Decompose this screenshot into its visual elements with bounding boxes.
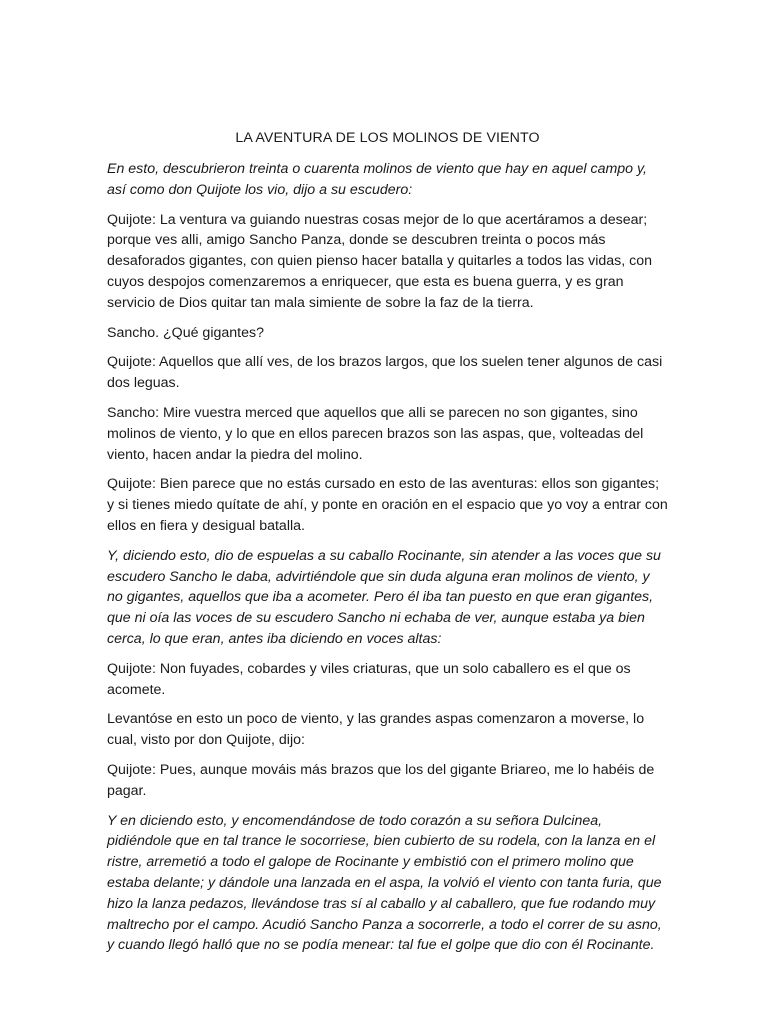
paragraph-narration-2: Y, diciendo esto, dio de espuelas a su caballo Rocinante, sin atender a las voces que su escudero Sancho le daba, advirtiéndole que sin duda alguna eran molinos de viento, y no gigantes, aquellos que iba a acometer. Pero él iba tan puesto en que eran gigantes, que ni oía las voces de su escudero Sancho ni echaba de ver, aunque estaba ya bien cerca, lo que eran, antes iba diciendo en voces altas: bbox=[107, 547, 661, 647]
paragraph-narration-1: En esto, descubrieron treinta o cuarenta molinos de viento que hay en aquel campo y, así como don Quijote los vio, dijo a su escudero: bbox=[107, 161, 647, 198]
paragraph-dialogue-quijote-4: Quijote: Non fuyades, cobardes y viles criaturas, que un solo caballero es el que os acomete. bbox=[107, 660, 631, 698]
paragraph-dialogue-quijote-1: Quijote: La ventura va guiando nuestras cosas mejor de lo que acertáramos a desear; porque ves alli, amigo Sancho Panza, donde se descubren treinta o pocos más desaforados gigantes, con quien pienso hacer batalla y quitarles a todos las vidas, con cuyos despojos comenzaremos a enriquecer, que esta es buena guerra, y es gran servicio de Dios quitar tan mala simiente de sobre la faz de la tierra. bbox=[107, 211, 652, 311]
paragraph-dialogue-sancho-2: Sancho: Mire vuestra merced que aquellos que alli se parecen no son gigantes, sino molinos de viento, y lo que en ellos parecen brazos son las aspas, que, volteadas del viento, hacen andar la piedra del molino. bbox=[107, 404, 644, 463]
paragraph-dialogue-sancho-1: Sancho. ¿Qué gigantes? bbox=[107, 324, 264, 341]
document-title: LA AVENTURA DE LOS MOLINOS DE VIENTO bbox=[235, 130, 540, 146]
paragraph-narration-3: Levantóse en esto un poco de viento, y las grandes aspas comenzaron a moverse, lo cual, visto por don Quijote, dijo: bbox=[107, 711, 645, 749]
paragraph-narration-4: Y en diciendo esto, y encomendándose de todo corazón a su señora Dulcinea, pidiéndole que en tal trance le socorriese, bien cubierto de su rodela, con la lanza en el ristre, arremetió a todo el galope de Rocinante y embistió con el primero molino que estaba delante; y dándole una lanzada en el aspa, la volvió el viento con tanta furia, que hizo la lanza pedazos, llevándose tras sí al caballo y al caballero, que fue rodando muy maltrecho por el campo. Acudió Sancho Panza a socorrerle, a todo el correr de su asno, y cuando llegó halló que no se podía menear: tal fue el golpe que dio con él Rocinante. bbox=[107, 812, 662, 954]
paragraph-dialogue-quijote-2: Quijote: Aquellos que allí ves, de los brazos largos, que los suelen tener algunos de casi dos leguas. bbox=[107, 354, 663, 392]
paragraph-dialogue-quijote-5: Quijote: Pues, aunque mováis más brazos que los del gigante Briareo, me lo habéis de pagar. bbox=[107, 761, 655, 799]
paragraph-dialogue-quijote-3: Quijote: Bien parece que no estás cursado en esto de las aventuras: ellos son gigantes; y si tienes miedo quítate de ahí, y ponte en oración en el espacio que yo voy a entrar con ellos en fiera y desigual batalla. bbox=[107, 476, 668, 534]
